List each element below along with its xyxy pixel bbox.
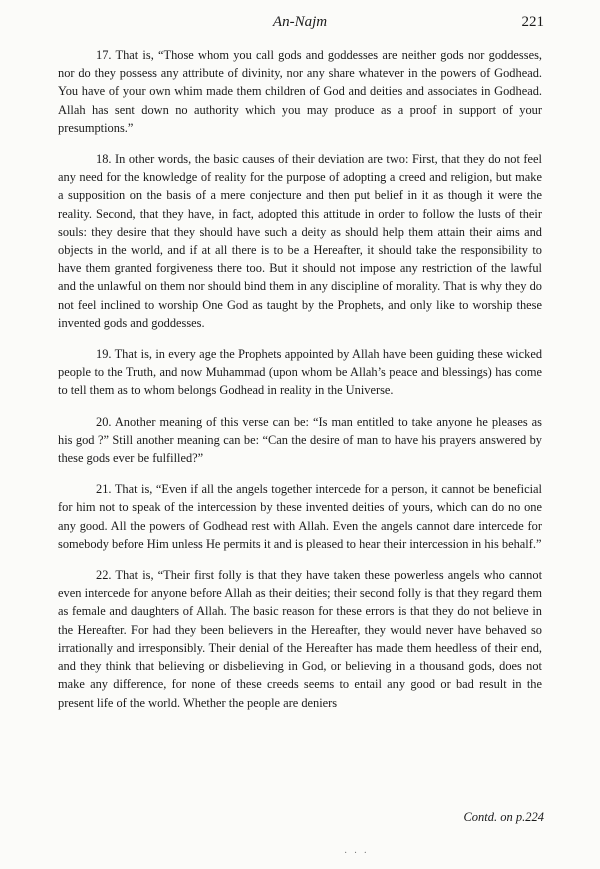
scan-dots: · · · xyxy=(344,848,369,859)
notes-body xyxy=(58,46,542,725)
note-21 xyxy=(58,480,542,553)
note-22 xyxy=(58,566,542,712)
note-number: 19. xyxy=(96,347,112,362)
note-text: That is, “Even if all the angels together intercede for a person, it cannot be beneficial for him not to speak of the intercession by these invented deities of yours, which can do no one any good. All the powers of Godhead rest with Allah. Even the angels cannot dare intercede for somebody before Him unless He permits it and is pleased to hear their intercession in his behalf.” xyxy=(58,482,543,551)
note-number: 17. xyxy=(96,48,112,62)
note-number: 18. xyxy=(96,152,112,167)
note-number: 22. xyxy=(96,568,112,583)
note-text: That is, “Those whom you call gods and goddesses are neither gods nor goddesses, nor do they possess any attribute of divinity, nor any share whatever in the powers of Godhead. You have of your own whim made them children of God and deities and associates in Godhead. Allah has sent down no authority which you may produce as a proof in support of your presumptions.” xyxy=(58,48,542,135)
note-19 xyxy=(58,345,542,400)
note-text: In other words, the basic causes of their deviation are two: First, that they do not feel any need for the knowledge of reality for the purpose of adopting a creed and religion, but make a supposition on the basis of a mere conjecture and then put belief in it as though it were the reality. Second, that they have, in fact, adopted this attitude in order to follow the lusts of their souls: they desire that they should have such a deity as should help them attain their aims and objects in the world, and if at all there is to be a Hereafter, it should take the responsibility to have them granted forgiveness there too. But it should not impose any restriction of the lawful and the unlawful on them nor should bind them in any discipline of morality. That is why they do not feel inclined to worship One God as taught by the Prophets, and only like to worship these invented gods and goddesses. xyxy=(58,152,542,330)
note-text: That is, in every age the Prophets appointed by Allah have been guiding these wicked people to the Truth, and now Muhammad (upon whom be Allah’s peace and blessings) has come to tell them as to whom belongs Godhead in reality in the Universe. xyxy=(58,347,543,398)
note-text: Another meaning of this verse can be: “Is man entitled to take anyone he pleases as his god ?” Still another meaning can be: “Can the desire of man to have his prayers answered by these gods ever be fulfilled?” xyxy=(58,414,542,466)
continued-note: Contd. on p.224 xyxy=(463,810,544,824)
note-number: 20. xyxy=(96,414,112,429)
note-18 xyxy=(58,150,542,332)
note-17 xyxy=(58,46,542,137)
note-20 xyxy=(58,413,542,468)
note-text: That is, “Their first folly is that they have taken these powerless angels who cannot even intercede for anyone before Allah as their deities; their second folly is that they regard them as female and daughters of Allah. The basic reason for these errors is that they do not believe in the Hereafter. For had they been believers in the Hereafter, they would never have behaved so irrationally and irresponsibly. Their denial of the Hereafter has made them heedless of their end, and they think that believing or disbelieving in God, or believing in a thousand gods, does not make any difference, for none of these creeds seems to entail any good or bad result in the present life of the world. Whether the people are deniers xyxy=(58,568,543,710)
page-number: 221 xyxy=(521,14,544,30)
note-number: 21. xyxy=(96,482,112,497)
running-header xyxy=(0,14,600,36)
chapter-title: An-Najm xyxy=(272,14,328,30)
